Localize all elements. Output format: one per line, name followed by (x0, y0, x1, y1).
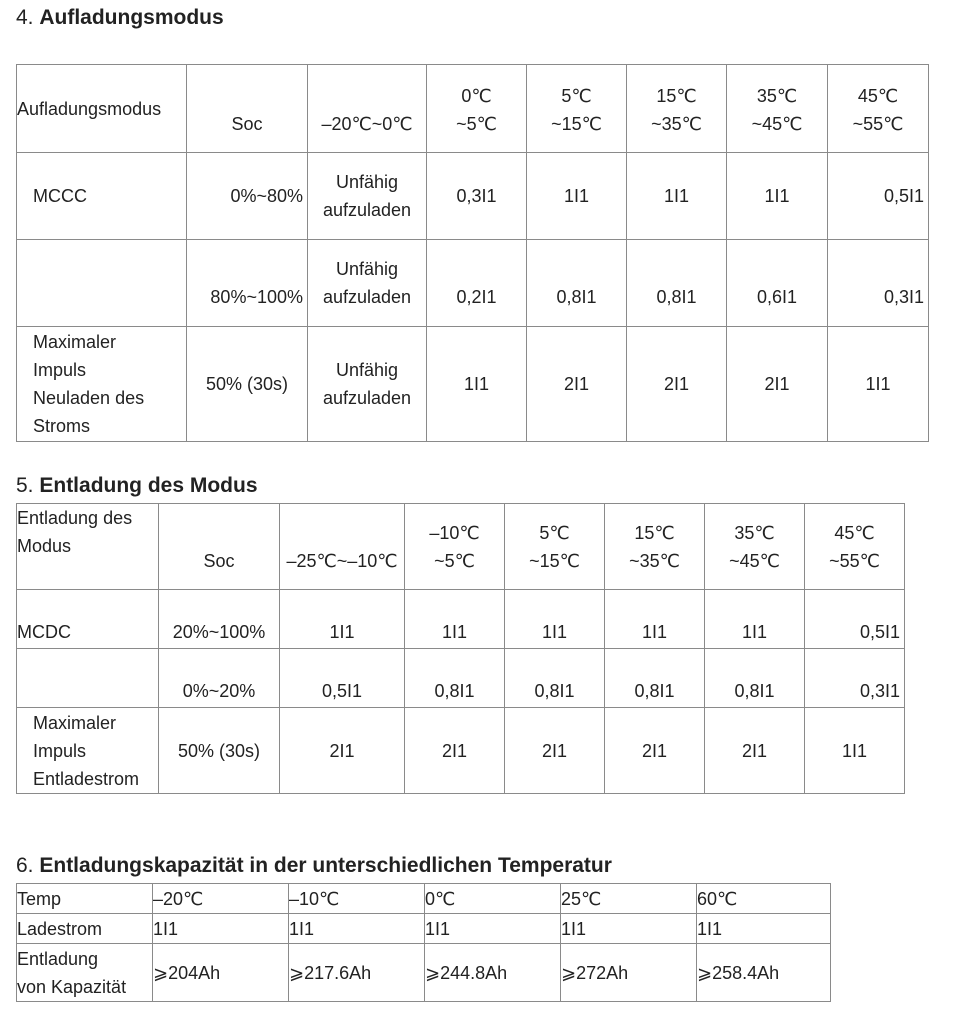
row-value: 0,5I1 (828, 153, 929, 240)
row-value: –20℃ (153, 884, 289, 914)
row-soc: 50% (30s) (159, 708, 280, 794)
row-mode: Maximaler Impuls Entladestrom (17, 708, 159, 794)
row-value: 1I1 (627, 153, 727, 240)
section-4-heading (16, 6, 224, 30)
row-value: 0,6I1 (727, 240, 828, 327)
header-soc: Soc (159, 504, 280, 590)
row-mode (17, 240, 187, 327)
table-header-row (17, 504, 905, 590)
row-label: Temp (17, 884, 153, 914)
header-temp: –20℃~0℃ (308, 65, 427, 153)
row-value: 0,8I1 (627, 240, 727, 327)
row-value: 2I1 (627, 327, 727, 442)
row-value: 2I1 (727, 327, 828, 442)
section-6-heading (16, 854, 612, 878)
row-value: ⩾258.4Ah (697, 944, 831, 1002)
row-value: 1I1 (505, 590, 605, 649)
row-value: 1I1 (605, 590, 705, 649)
row-value: 25℃ (561, 884, 697, 914)
row-value: ⩾204Ah (153, 944, 289, 1002)
header-mode: Aufladungsmodus (17, 65, 187, 153)
row-value: ⩾272Ah (561, 944, 697, 1002)
header-temp: 5℃ ~15℃ (527, 65, 627, 153)
header-temp: 5℃ ~15℃ (505, 504, 605, 590)
section-5-title: Entladung des Modus (39, 474, 258, 497)
table-row (17, 884, 831, 914)
row-value: 1I1 (289, 914, 425, 944)
row-soc: 80%~100% (187, 240, 308, 327)
row-value: 0,8I1 (405, 649, 505, 708)
row-value: 1I1 (425, 914, 561, 944)
discharge-mode-table (16, 503, 905, 794)
row-value: 2I1 (527, 327, 627, 442)
row-mode: MCDC (17, 590, 159, 649)
row-value: 2I1 (280, 708, 405, 794)
row-value: Unfähig aufzuladen (308, 327, 427, 442)
row-value: 1I1 (280, 590, 405, 649)
header-temp: 0℃ ~5℃ (427, 65, 527, 153)
row-label: Entladung von Kapazität (17, 944, 153, 1002)
header-temp: 35℃ ~45℃ (727, 65, 828, 153)
row-value: 0,8I1 (605, 649, 705, 708)
section-4-number: 4. (16, 6, 34, 29)
row-value: Unfähig aufzuladen (308, 240, 427, 327)
row-mode: MCCC (17, 153, 187, 240)
row-value: Unfähig aufzuladen (308, 153, 427, 240)
row-soc: 0%~20% (159, 649, 280, 708)
table-row (17, 708, 905, 794)
header-mode: Entladung des Modus (17, 504, 159, 590)
row-value: 1I1 (805, 708, 905, 794)
row-value: ⩾244.8Ah (425, 944, 561, 1002)
row-value: 1I1 (561, 914, 697, 944)
header-temp: 45℃ ~55℃ (805, 504, 905, 590)
table-row (17, 153, 929, 240)
header-temp: 15℃ ~35℃ (605, 504, 705, 590)
row-value: 60℃ (697, 884, 831, 914)
table-row (17, 327, 929, 442)
capacity-table (16, 883, 831, 1002)
row-value: 0,8I1 (527, 240, 627, 327)
table-row (17, 240, 929, 327)
row-mode (17, 649, 159, 708)
section-5-heading (16, 474, 258, 498)
row-value: 1I1 (405, 590, 505, 649)
table-row (17, 590, 905, 649)
section-5-number: 5. (16, 474, 34, 497)
row-soc: 20%~100% (159, 590, 280, 649)
row-value: 0,3I1 (828, 240, 929, 327)
row-value: 0℃ (425, 884, 561, 914)
row-value: 0,3I1 (805, 649, 905, 708)
table-row (17, 649, 905, 708)
section-6-title: Entladungskapazität in der unterschiedlichen Temperatur (39, 854, 612, 877)
row-value: 2I1 (705, 708, 805, 794)
row-mode: Maximaler Impuls Neuladen des Stroms (17, 327, 187, 442)
row-value: 1I1 (705, 590, 805, 649)
table-row (17, 914, 831, 944)
row-value: 2I1 (605, 708, 705, 794)
row-value: 2I1 (505, 708, 605, 794)
header-temp: –10℃ ~5℃ (405, 504, 505, 590)
header-temp: 15℃ ~35℃ (627, 65, 727, 153)
row-value: 0,8I1 (505, 649, 605, 708)
header-soc: Soc (187, 65, 308, 153)
row-value: 0,2I1 (427, 240, 527, 327)
section-4-title: Aufladungsmodus (39, 6, 224, 29)
row-value: 1I1 (153, 914, 289, 944)
row-value: 1I1 (828, 327, 929, 442)
row-soc: 0%~80% (187, 153, 308, 240)
row-value: 1I1 (527, 153, 627, 240)
row-value: ⩾217.6Ah (289, 944, 425, 1002)
table-header-row (17, 65, 929, 153)
row-value: 0,5I1 (280, 649, 405, 708)
row-label: Ladestrom (17, 914, 153, 944)
row-value: 2I1 (405, 708, 505, 794)
row-soc: 50% (30s) (187, 327, 308, 442)
section-6-number: 6. (16, 854, 34, 877)
header-temp: 35℃ ~45℃ (705, 504, 805, 590)
row-value: 1I1 (427, 327, 527, 442)
row-value: 1I1 (727, 153, 828, 240)
row-value: –10℃ (289, 884, 425, 914)
header-temp: –25℃~–10℃ (280, 504, 405, 590)
table-row (17, 944, 831, 1002)
charging-mode-table (16, 64, 929, 442)
row-value: 0,3I1 (427, 153, 527, 240)
row-value: 0,8I1 (705, 649, 805, 708)
row-value: 1I1 (697, 914, 831, 944)
row-value: 0,5I1 (805, 590, 905, 649)
header-temp: 45℃ ~55℃ (828, 65, 929, 153)
